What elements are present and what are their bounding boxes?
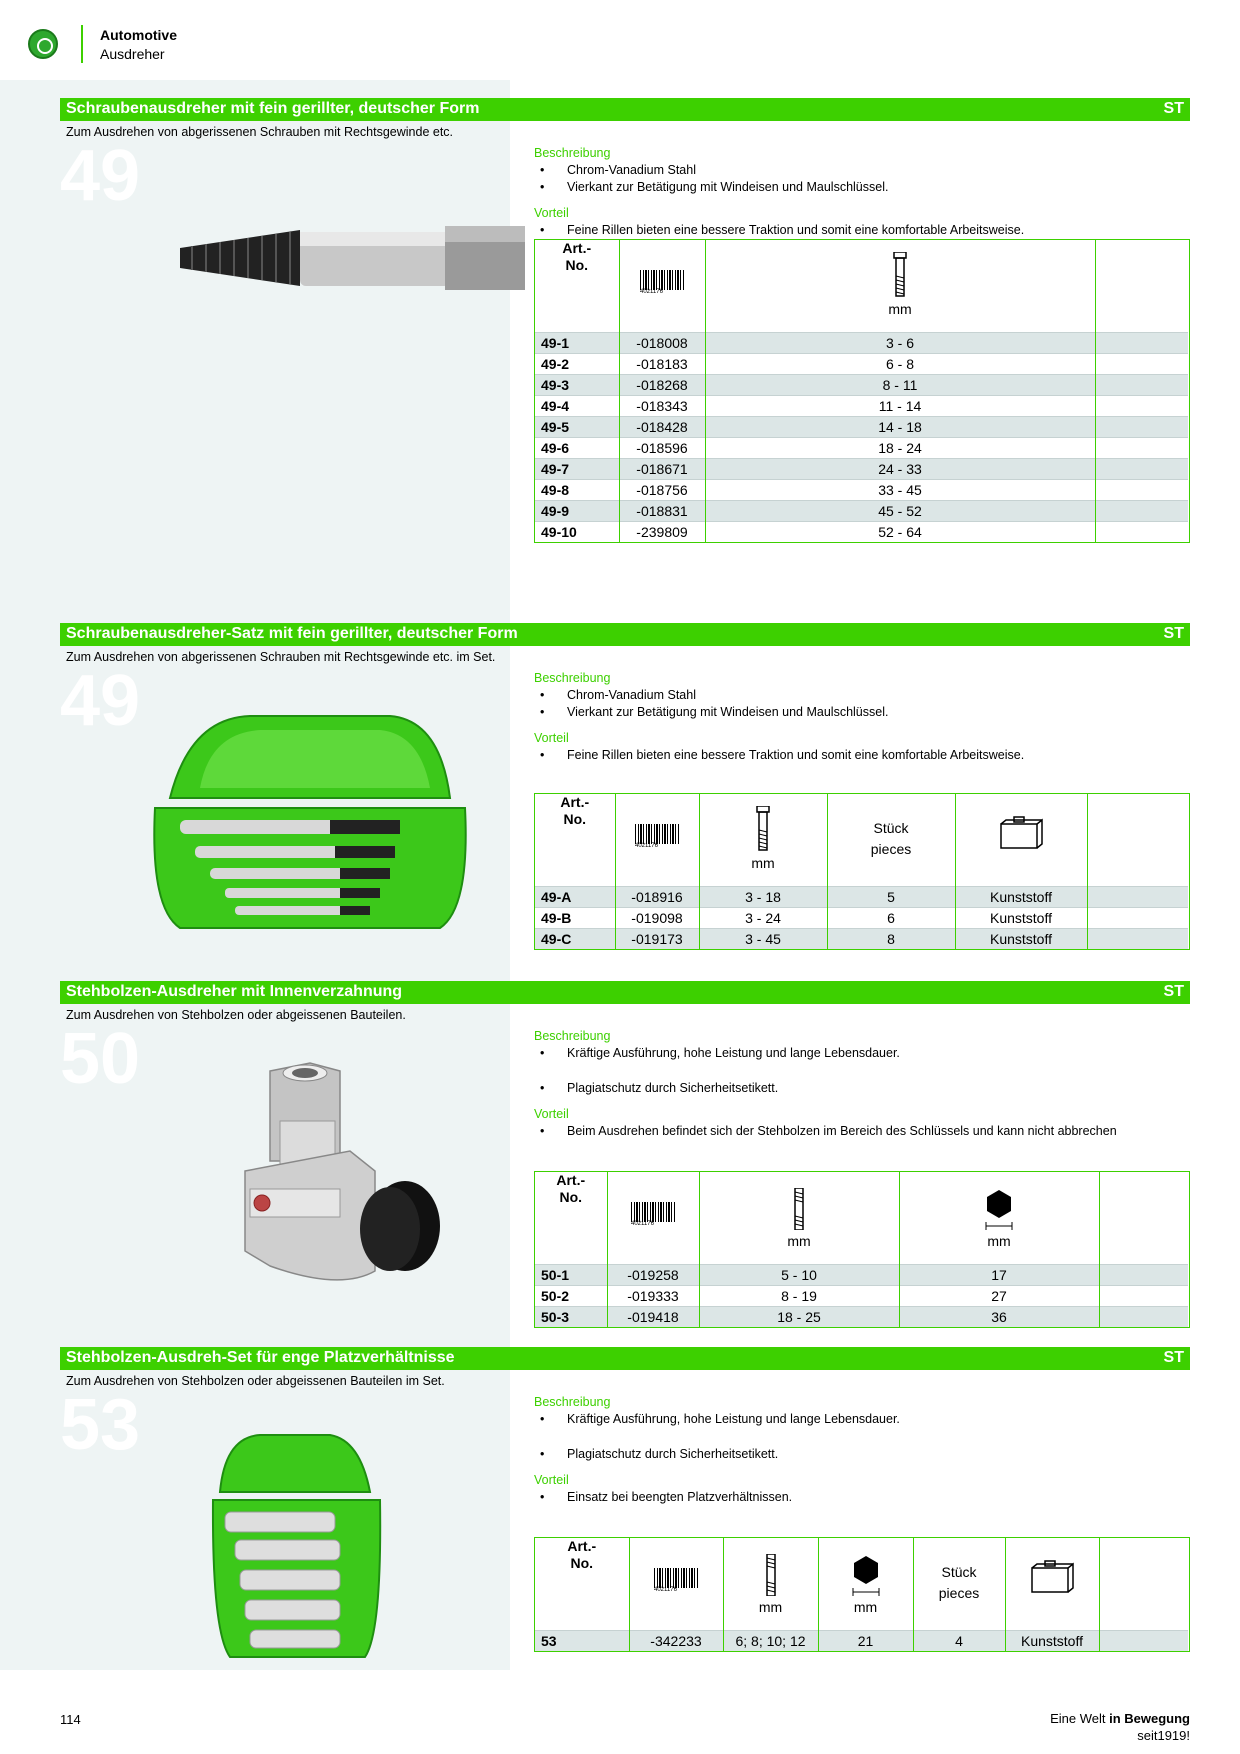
table-row: 49-1 -018008 3 - 6 — [535, 332, 1188, 353]
advantage-item: • Einsatz bei beengten Platzverhältnissen. — [534, 1489, 900, 1506]
table-row: 49-7 -018671 24 - 33 — [535, 458, 1188, 479]
description-label: Beschreibung — [534, 1395, 611, 1409]
unit-mm: mm — [758, 1599, 783, 1615]
case-icon — [998, 816, 1044, 850]
header-category: Automotive — [100, 27, 177, 43]
section-title-bar — [60, 623, 1190, 646]
item-number: 49 — [60, 136, 141, 216]
advantage-item: • Feine Rillen bieten eine bessere Traktion und somit eine komfortable Arbeitsweise. — [534, 222, 1024, 239]
barcode-header — [615, 794, 699, 886]
stud-size-header — [723, 1538, 818, 1630]
section-badge: ST — [1163, 625, 1184, 642]
stud-extractor-image — [200, 1061, 440, 1291]
unit-mm: mm — [888, 301, 912, 317]
case-header — [955, 794, 1087, 886]
table-row: 49-3 -018268 8 - 11 — [535, 374, 1188, 395]
description-block — [534, 1395, 900, 1506]
case-header — [1005, 1538, 1099, 1630]
description-item: • Kräftige Ausführung, hohe Leistung und lange Lebensdauer. — [534, 1411, 900, 1428]
table-row: 53 -342233 6; 8; 10; 12 21 4 Kunststoff — [535, 1630, 1188, 1651]
bolt-icon — [755, 806, 771, 852]
pieces-header: Stück pieces — [827, 794, 955, 886]
section-intro: Zum Ausdrehen von abgerissenen Schrauben mit Rechtsgewinde etc. im Set. — [66, 650, 496, 664]
empty-header — [1087, 794, 1188, 886]
section-badge: ST — [1163, 1349, 1184, 1366]
table-row: 49-8 -018756 33 - 45 — [535, 479, 1188, 500]
pieces-header: Stück pieces — [913, 1538, 1005, 1630]
header-divider — [81, 25, 83, 63]
table-row: 49-10 -239809 52 - 64 — [535, 521, 1188, 542]
slogan-since: seit1919! — [1137, 1728, 1190, 1743]
barcode-icon: 4021176 — [654, 1568, 698, 1594]
description-item: • Plagiatschutz durch Sicherheitsetikett. — [534, 1080, 1117, 1097]
description-item: • Chrom-Vanadium Stahl — [534, 687, 1024, 704]
barcode-header — [619, 240, 705, 332]
table-row: 49-4 -018343 11 - 14 — [535, 395, 1188, 416]
art-no-header: Art.- No. — [535, 240, 619, 332]
empty-header — [1099, 1172, 1188, 1264]
description-label: Beschreibung — [534, 671, 611, 685]
table-row: 50-3 -019418 18 - 25 36 — [535, 1306, 1188, 1327]
brand-logo — [28, 29, 58, 59]
unit-mm: mm — [853, 1599, 878, 1615]
article-table — [534, 1171, 1190, 1328]
table-row: 49-B -019098 3 - 24 6 Kunststoff — [535, 907, 1188, 928]
description-block — [534, 671, 1024, 764]
advantage-label: Vorteil — [534, 1473, 569, 1487]
section-title: Schraubenausdreher-Satz mit fein gerillter, deutscher Form — [66, 625, 518, 642]
section-49-extractor — [60, 98, 1190, 598]
table-row: 49-9 -018831 45 - 52 — [535, 500, 1188, 521]
description-label: Beschreibung — [534, 146, 611, 160]
section-49-set — [60, 623, 1190, 963]
section-title: Stehbolzen-Ausdreher mit Innenverzahnung — [66, 983, 403, 1000]
table-row: 49-A -018916 3 - 18 5 Kunststoff — [535, 886, 1188, 907]
barcode-icon: 4021176 — [640, 270, 684, 296]
section-53-stud-extractor-set — [60, 1347, 1190, 1667]
table-row: 49-5 -018428 14 - 18 — [535, 416, 1188, 437]
header-subcategory: Ausdreher — [100, 46, 165, 62]
stud-size-header — [699, 1172, 899, 1264]
stud-extractor-set-case-image — [210, 1432, 400, 1662]
art-no-header: Art.- No. — [535, 794, 615, 886]
slogan-part-a: Eine Welt — [1050, 1711, 1110, 1726]
unit-mm: mm — [751, 855, 775, 871]
hex-wrench-size-icon — [851, 1554, 881, 1596]
bolt-icon — [892, 252, 908, 298]
section-badge: ST — [1163, 983, 1184, 1000]
size-header — [705, 240, 1095, 332]
barcode-icon: 4021176 — [631, 1202, 675, 1228]
table-row: 49-2 -018183 6 - 8 — [535, 353, 1188, 374]
description-item: • Vierkant zur Betätigung mit Windeisen und Maulschlüssel. — [534, 704, 1024, 721]
description-block — [534, 1029, 1117, 1140]
advantage-item: • Feine Rillen bieten eine bessere Traktion und somit eine komfortable Arbeitsweise. — [534, 747, 1024, 764]
section-50-stud-extractor — [60, 981, 1190, 1325]
article-table — [534, 1537, 1190, 1652]
advantage-label: Vorteil — [534, 731, 569, 745]
art-no-header: Art.- No. — [535, 1538, 629, 1630]
item-number: 49 — [60, 661, 141, 741]
footer-slogan — [1050, 1710, 1190, 1744]
article-table — [534, 793, 1190, 950]
size-header — [699, 794, 827, 886]
case-icon — [1029, 1560, 1075, 1594]
section-title: Schraubenausdreher mit fein gerillter, deutscher Form — [66, 100, 480, 117]
empty-header — [1095, 240, 1188, 332]
item-number: 53 — [60, 1385, 141, 1465]
description-item: • Chrom-Vanadium Stahl — [534, 162, 1024, 179]
table-row: 50-1 -019258 5 - 10 17 — [535, 1264, 1188, 1285]
advantage-item: • Beim Ausdrehen befindet sich der Stehbolzen im Bereich des Schlüssels und kann nicht abbrechen — [534, 1123, 1117, 1140]
article-table — [534, 239, 1190, 543]
description-item: • Plagiatschutz durch Sicherheitsetikett. — [534, 1446, 900, 1463]
advantage-label: Vorteil — [534, 1107, 569, 1121]
table-row: 50-2 -019333 8 - 19 27 — [535, 1285, 1188, 1306]
section-badge: ST — [1163, 100, 1184, 117]
section-title: Stehbolzen-Ausdreh-Set für enge Platzverhältnisse — [66, 1349, 455, 1366]
page-number: 114 — [60, 1712, 81, 1727]
art-no-header: Art.- No. — [535, 1172, 607, 1264]
extractor-image — [170, 208, 530, 308]
hex-size-header — [899, 1172, 1099, 1264]
section-title-bar — [60, 1347, 1190, 1370]
unit-mm: mm — [987, 1233, 1011, 1249]
table-row: 49-6 -018596 18 - 24 — [535, 437, 1188, 458]
description-label: Beschreibung — [534, 1029, 611, 1043]
advantage-label: Vorteil — [534, 206, 569, 220]
section-intro: Zum Ausdrehen von Stehbolzen oder abgeissenen Bauteilen. — [66, 1008, 406, 1022]
section-title-bar — [60, 981, 1190, 1004]
stud-icon — [765, 1554, 777, 1596]
unit-mm: mm — [787, 1233, 811, 1249]
table-row: 49-C -019173 3 - 45 8 Kunststoff — [535, 928, 1188, 949]
extractor-set-case-image — [150, 708, 470, 933]
barcode-header — [607, 1172, 699, 1264]
item-number: 50 — [60, 1019, 141, 1099]
section-title-bar — [60, 98, 1190, 121]
section-intro: Zum Ausdrehen von abgerissenen Schrauben mit Rechtsgewinde etc. — [66, 125, 454, 139]
slogan-part-b: in Bewegung — [1109, 1711, 1190, 1726]
description-item: • Kräftige Ausführung, hohe Leistung und lange Lebensdauer. — [534, 1045, 1117, 1062]
barcode-header — [629, 1538, 723, 1630]
stud-icon — [793, 1188, 805, 1230]
hex-wrench-size-icon — [984, 1188, 1014, 1230]
description-item: • Vierkant zur Betätigung mit Windeisen und Maulschlüssel. — [534, 179, 1024, 196]
section-intro: Zum Ausdrehen von Stehbolzen oder abgeissenen Bauteilen im Set. — [66, 1374, 445, 1388]
hex-size-header — [818, 1538, 913, 1630]
barcode-icon: 4021176 — [635, 824, 679, 850]
description-block — [534, 146, 1024, 239]
empty-header — [1099, 1538, 1188, 1630]
